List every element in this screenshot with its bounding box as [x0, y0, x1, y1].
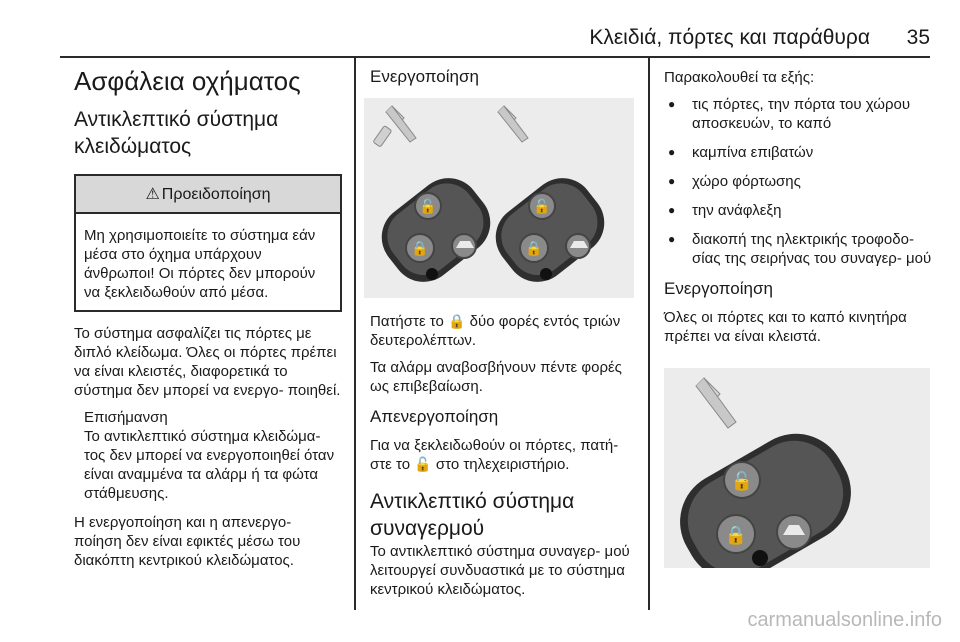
paragraph	[370, 312, 638, 350]
lock-button-icon: 🔒	[448, 313, 466, 329]
svg-text:🔓: 🔓	[730, 471, 754, 492]
text-run: στο τηλεχειριστήριο.	[431, 456, 570, 473]
column-1	[74, 56, 342, 578]
monitored-list	[664, 95, 932, 268]
column-3	[664, 56, 932, 568]
list-item: ● την ανάφλεξη	[664, 201, 932, 220]
paragraph	[370, 436, 638, 474]
header-title: Κλειδιά, πόρτες και παράθυρα	[589, 26, 870, 49]
heading-deactivation: Απενεργοποίηση	[370, 407, 499, 426]
paragraph: Όλες οι πόρτες και το καπό κινητήρα πρέπει να είναι κλειστά.	[664, 309, 907, 345]
warning-triangle-icon: ⚠	[145, 186, 160, 203]
paragraph: Το αντικλεπτικό σύστημα συναγερ- μού λειτουργεί συνδυαστικά με το σύστημα κεντρικού κλειδώματος.	[370, 543, 630, 598]
text-run: Για να ξεκλειδωθούν οι πόρτες, πατή- στε το	[370, 437, 619, 473]
svg-text:🔒: 🔒	[525, 241, 543, 257]
section-title: Ασφάλεια οχήματος	[74, 66, 301, 96]
page-header	[60, 0, 930, 58]
note-box	[84, 408, 342, 503]
page-number: 35	[906, 26, 930, 49]
note-text: Το αντικλεπτικό σύστημα κλειδώμα- τος δεν μπορεί να ενεργοποιηθεί όταν είναι αναμμένα τα αλάρμ ή τα φώτα στάθμευσης.	[84, 428, 335, 502]
watermark: carmanualsonline.info	[747, 609, 942, 631]
heading-alarm-system: Αντικλεπτικό σύστημα συναγερμού	[370, 490, 575, 540]
paragraph: Παρακολουθεί τα εξής:	[664, 69, 815, 86]
svg-text:🔒: 🔒	[724, 525, 748, 546]
key-fob-illustration	[364, 98, 638, 298]
key-fob-illustration	[664, 368, 932, 568]
text-run: Πατήστε το	[370, 313, 449, 330]
warning-title: Προειδοποίηση	[161, 186, 271, 203]
list-item: ● χώρο φόρτωσης	[664, 172, 932, 191]
heading-activation: Ενεργοποίηση	[664, 279, 773, 298]
svg-text:🔓: 🔓	[533, 199, 551, 215]
list-item: ● καμπίνα επιβατών	[664, 143, 932, 162]
svg-text:🔒: 🔒	[411, 241, 429, 257]
svg-text:🔓: 🔓	[419, 199, 437, 215]
paragraph: Η ενεργοποίηση και η απενεργο- ποίηση δεν είναι εφικτές μέσω του διακόπτη κεντρικού κλειδώματος.	[74, 514, 301, 569]
section-subtitle: Αντικλεπτικό σύστημα κλειδώματος	[74, 108, 279, 158]
list-item: ● τις πόρτες, την πόρτα του χώρου αποσκευών, το καπό	[664, 95, 932, 133]
list-item: ● διακοπή της ηλεκτρικής τροφοδο- σίας της σειρήνας του συναγερ- μού	[664, 230, 932, 268]
column-2	[370, 56, 638, 607]
warning-header	[76, 176, 340, 214]
warning-box	[74, 174, 342, 312]
warning-text: Μη χρησιμοποιείτε το σύστημα εάν μέσα στο όχημα υπάρχουν άνθρωποι! Οι πόρτες δεν μπορούν να ξεκλειδωθούν από μέσα.	[84, 227, 316, 301]
unlock-button-icon: 🔓	[414, 456, 432, 472]
paragraph: Τα αλάρμ αναβοσβήνουν πέντε φορές ως επιβεβαίωση.	[370, 359, 622, 395]
column-divider	[648, 58, 650, 610]
heading-activation: Ενεργοποίηση	[370, 67, 479, 86]
paragraph: Το σύστημα ασφαλίζει τις πόρτες με διπλό κλείδωμα. Όλες οι πόρτες πρέπει να είναι κλειστές, διαφορετικά το σύστημα δεν μπορεί να ενεργο- ποιηθεί.	[74, 325, 341, 399]
note-title: Επισήμανση	[84, 409, 168, 426]
column-divider	[354, 58, 356, 610]
text-run: δύο φορές εντός τριών δευτερολέπτων.	[370, 313, 621, 349]
